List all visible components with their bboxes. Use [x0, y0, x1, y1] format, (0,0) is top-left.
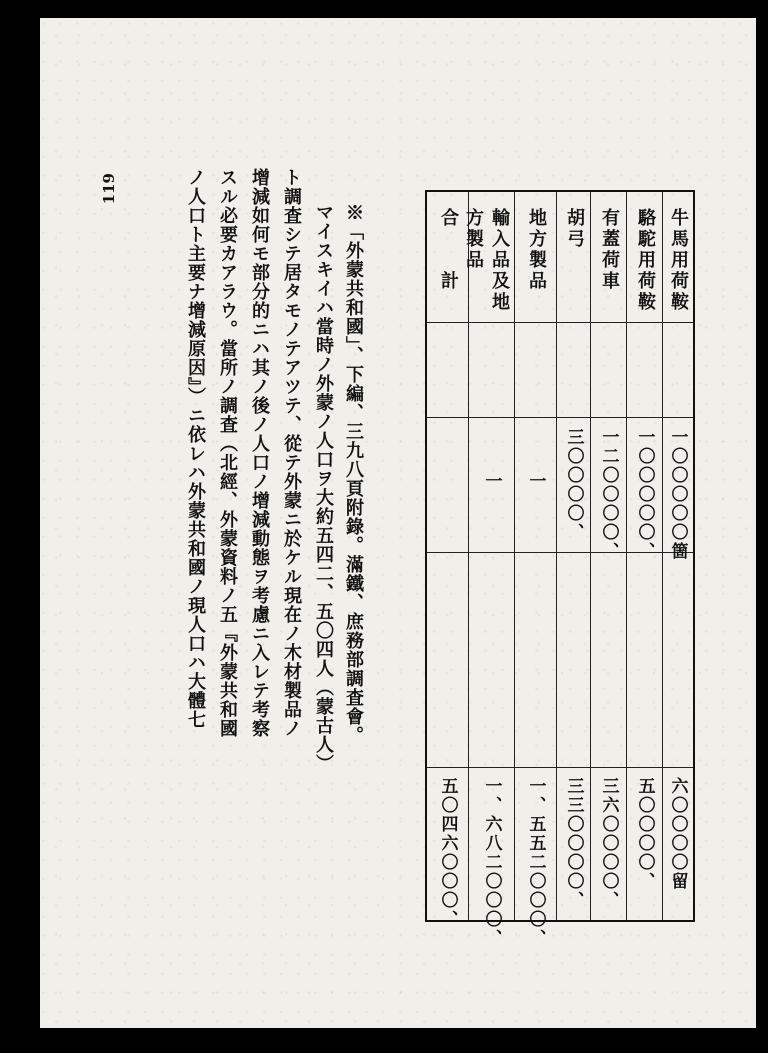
header-local-products: 地方製品: [526, 208, 547, 292]
header-fiddle: 胡弓: [564, 208, 585, 250]
note-line-6: ノ人口ト主要ナ增減原因』）ニ依レハ外蒙共和國ノ現人口ハ大體七: [185, 168, 206, 729]
value-total-2: 五〇四六〇〇〇、: [437, 777, 458, 929]
value-covered-cart-1: 一二〇〇〇〇、: [598, 428, 619, 561]
value-import-and-local-2: 一、六八二〇〇〇、: [481, 777, 502, 948]
header-horse-saddle: 牛馬用荷鞍: [668, 208, 689, 313]
value-fiddle-1: 三〇〇〇〇、: [563, 428, 584, 542]
note-line-1: ※「外蒙共和國」、下編、三九八頁附錄。滿鐵、庶務部調査會。: [343, 203, 364, 745]
value-horse-saddle-2: 六〇〇〇〇留: [667, 777, 688, 891]
value-import-and-local-1: 一: [481, 472, 502, 491]
document-page: [40, 18, 756, 1028]
value-horse-saddle-1: 一〇〇〇〇〇箇: [667, 428, 688, 561]
header-total: 合 計: [438, 208, 459, 292]
header-covered-cart: 有蓋荷車: [599, 208, 620, 292]
data-table: [425, 190, 695, 948]
note-line-2: マイスキイハ當時ノ外蒙ノ人口ヲ大約五四二、五〇四人（蒙古人）: [313, 203, 334, 773]
row-rule-3: [427, 767, 693, 768]
value-local-products-2: 一、五五二〇〇〇、: [525, 777, 546, 948]
value-fiddle-2: 三三〇〇〇〇、: [563, 777, 584, 910]
value-local-products-1: 一: [525, 472, 546, 491]
header-import-and-local: 輸入品及地方製品: [463, 208, 510, 313]
header-rule: [427, 322, 693, 323]
note-line-4: 增減如何モ部分的ニハ其ノ後ノ人口ノ增減動態ヲ考慮ニ入レテ考察: [249, 168, 270, 738]
value-covered-cart-2: 三六〇〇〇〇、: [598, 777, 619, 910]
note-line-3: ト調査シテ居タモノテアツテ、從テ外蒙ニ於ケル現在ノ木材製品ノ: [281, 168, 302, 738]
value-camel-saddle-2: 五〇〇〇〇、: [634, 777, 655, 891]
note-line-5: スル必要カアラウ。當所ノ調査（北經、外蒙資料ノ五『外蒙共和國: [217, 168, 238, 738]
page-number: 119: [100, 173, 118, 205]
row-rule-1: [427, 417, 693, 418]
value-camel-saddle-1: 一〇〇〇〇〇、: [634, 428, 655, 561]
header-camel-saddle: 駱駝用荷鞍: [635, 208, 656, 313]
